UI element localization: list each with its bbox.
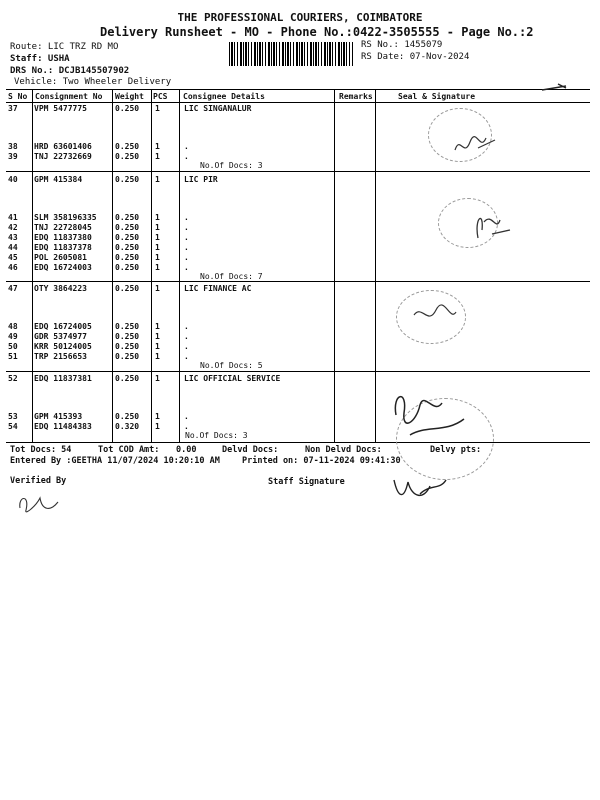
table-cell-sno: 45 [8,253,18,262]
pen-mark [540,82,570,96]
table-cell-det: . [184,213,189,222]
table-cell-sno: 49 [8,332,18,341]
table-cell-cons: TNJ 22732669 [34,152,92,161]
col-header-weight: Weight [115,92,144,101]
table-cell-pcs: 1 [155,352,160,361]
table-cell-cons: HRD 63601406 [34,142,92,151]
col-header-seal-signature: Seal & Signature [398,92,476,101]
table-cell-det: . [184,263,189,272]
table-cell-wt: 0.250 [115,142,140,151]
group-doc-count: No.Of Docs: 7 [200,272,263,281]
table-cell-det: . [184,233,189,242]
table-cell-cons: TNJ 22728045 [34,223,92,232]
table-cell-cons: GDR 5374977 [34,332,87,341]
table-cell-pcs: 1 [155,152,160,161]
table-cell-sno: 42 [8,223,18,232]
table-cell-cons: OTY 3864223 [34,284,87,293]
table-cell-wt: 0.250 [115,412,140,421]
group-doc-count: No.Of Docs: 5 [200,361,263,370]
table-cell-cons: POL 2605081 [34,253,87,262]
table-cell-pcs: 1 [155,284,160,293]
table-cell-cons: EDQ 11484383 [34,422,92,431]
table-cell-cons: SLM 358196335 [34,213,97,222]
table-cell-pcs: 1 [155,263,160,272]
table-cell-wt: 0.250 [115,253,140,262]
table-cell-pcs: 1 [155,422,160,431]
table-cell-wt: 0.250 [115,322,140,331]
table-cell-det: . [184,142,189,151]
table-cell-wt: 0.320 [115,422,140,431]
table-cell-sno: 43 [8,233,18,242]
table-cell-cons: EDQ 16724003 [34,263,92,272]
table-cell-pcs: 1 [155,322,160,331]
col-header-consignee: Consignee Details [183,92,265,101]
route-label: Route: LIC TRZ RD MO [10,42,119,52]
table-cell-pcs: 1 [155,104,160,113]
table-cell-wt: 0.250 [115,104,140,113]
table-cell-sno: 38 [8,142,18,151]
table-cell-cons: VPM 5477775 [34,104,87,113]
signature [410,300,460,330]
signature [390,385,480,445]
table-cell-wt: 0.250 [115,342,140,351]
verified-by-label: Verified By [10,476,67,486]
table-cell-det: . [184,352,189,361]
table-cell-sno: 48 [8,322,18,331]
col-header-remarks: Remarks [339,92,373,101]
table-cell-sno: 54 [8,422,18,431]
table-cell-wt: 0.250 [115,284,140,293]
table-cell-pcs: 1 [155,223,160,232]
table-cell-sno: 40 [8,175,18,184]
total-cod-amount: 0.00 [176,445,197,455]
consignee-name: LIC FINANCE AC [184,284,252,293]
table-cell-wt: 0.250 [115,213,140,222]
table-cell-sno: 50 [8,342,18,351]
table-cell-wt: 0.250 [115,332,140,341]
table-cell-wt: 0.250 [115,243,140,252]
table-cell-cons: EDQ 11837378 [34,243,92,252]
table-cell-pcs: 1 [155,233,160,242]
table-cell-wt: 0.250 [115,374,140,383]
table-cell-wt: 0.250 [115,175,140,184]
table-cell-sno: 51 [8,352,18,361]
group-doc-count: No.Of Docs: 3 [200,161,263,170]
table-cell-det: . [184,342,189,351]
table-cell-sno: 44 [8,243,18,252]
table-cell-pcs: 1 [155,374,160,383]
table-cell-cons: EDQ 11837380 [34,233,92,242]
table-cell-sno: 41 [8,213,18,222]
consignee-name: LIC OFFICIAL SERVICE [184,374,281,383]
table-cell-pcs: 1 [155,243,160,252]
table-cell-pcs: 1 [155,342,160,351]
table-cell-det: . [184,152,189,161]
printed-on: Printed on: 07-11-2024 09:41:30 [242,456,401,466]
table-cell-pcs: 1 [155,213,160,222]
signature [450,130,510,160]
total-docs: Tot Docs: 54 [10,445,72,455]
company-name: THE PROFESSIONAL COURIERS, COIMBATORE [177,11,423,24]
table-cell-cons: EDQ 16724005 [34,322,92,331]
vehicle-label: Vehicle: Two Wheeler Delivery [14,77,172,87]
verifier-signature [14,490,64,518]
table-cell-cons: EDQ 11837381 [34,374,92,383]
table-cell-det: . [184,332,189,341]
delivered-docs-label: Delvd Docs: [222,445,279,455]
drs-number: DRS No.: DCJB145507902 [10,66,130,76]
staff-signature-label: Staff Signature [268,477,345,487]
table-cell-cons: GPM 415384 [34,175,83,184]
table-cell-cons: TRP 2156653 [34,352,87,361]
runsheet-title: Delivery Runsheet - MO - Phone No.:0422-3505555 - Page No.:2 [100,25,534,39]
table-cell-det: . [184,322,189,331]
table-cell-wt: 0.250 [115,233,140,242]
table-cell-sno: 53 [8,412,18,421]
table-cell-det: . [184,223,189,232]
table-cell-det: . [184,253,189,262]
table-cell-sno: 37 [8,104,18,113]
barcode [229,42,353,66]
entered-by: Entered By :GEETHA 11/07/2024 10:20:10 AM [10,456,220,466]
col-header-sno: S No [8,92,28,101]
table-cell-sno: 47 [8,284,18,293]
table-cell-det: . [184,412,189,421]
signature [470,208,520,248]
table-cell-pcs: 1 [155,332,160,341]
group-doc-count: No.Of Docs: 3 [185,431,248,440]
col-header-pcs: PCS [153,92,168,101]
table-cell-pcs: 1 [155,253,160,262]
consignee-name: LIC PIR [184,175,218,184]
table-cell-sno: 39 [8,152,18,161]
table-cell-det: . [184,243,189,252]
table-cell-pcs: 1 [155,412,160,421]
non-delivered-docs-label: Non Delvd Docs: [305,445,382,455]
table-cell-sno: 52 [8,374,18,383]
rs-date: RS Date: 07-Nov-2024 [361,52,470,62]
delivery-points-label: Delvy pts: [430,445,482,455]
table-cell-pcs: 1 [155,142,160,151]
table-cell-cons: GPM 415393 [34,412,83,421]
table-cell-wt: 0.250 [115,152,140,161]
staff-label: Staff: USHA [10,54,70,64]
table-cell-det: . [184,422,189,431]
table-cell-wt: 0.250 [115,263,140,272]
rs-number: RS No.: 1455079 [361,40,443,50]
col-header-consignment: Consignment No [35,92,103,101]
table-cell-sno: 46 [8,263,18,272]
table-cell-wt: 0.250 [115,223,140,232]
signature [390,470,450,506]
table-cell-cons: KRR 50124005 [34,342,92,351]
table-cell-wt: 0.250 [115,352,140,361]
consignee-name: LIC SINGANALUR [184,104,252,113]
total-cod-label: Tot COD Amt: [98,445,160,455]
table-cell-pcs: 1 [155,175,160,184]
